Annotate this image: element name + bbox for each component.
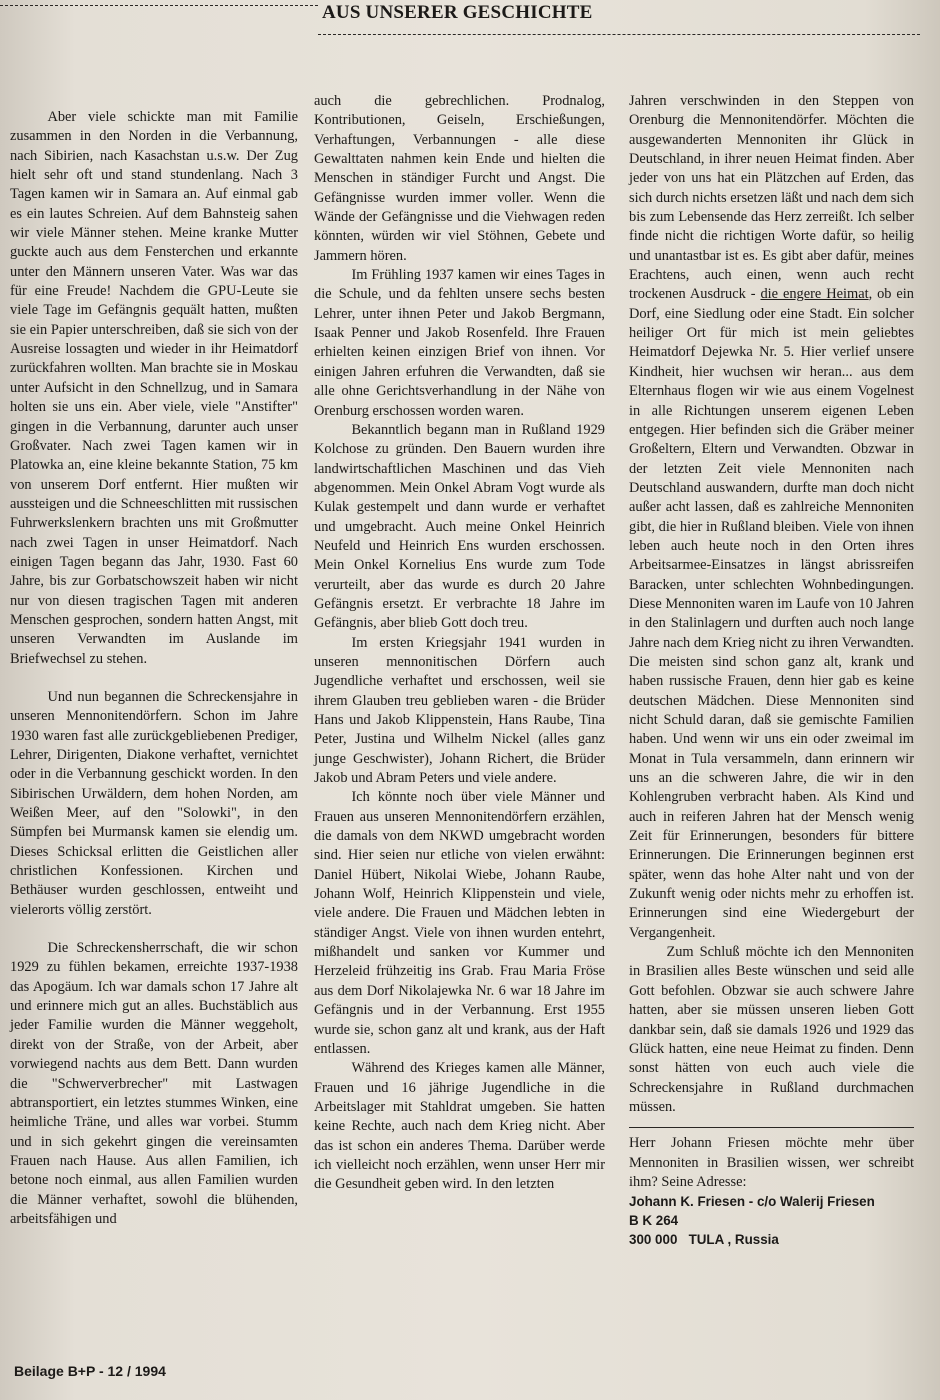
paragraph: Während des Krieges kamen alle Männer, Frauen und 16 jährige Jugendliche in die Arbeitslager mit Stahldrat umgeben. Sie hatten keine Rechte, auch nach dem Krieg nicht. Aber das ist schon ein anderes Thema. Darüber werde ich vielleicht noch erzählen, wenn unser Herr mir die Gesundheit geben wird. In den letzten [314, 1060, 605, 1193]
article-column-1 [10, 108, 298, 1229]
text-run: , ob ein Dorf, eine Siedlung oder eine Stadt. Ein solcher heiliger Ort für mich ist mein geliebtes Heimatdorf Dejewka Nr. 5. Hier verlief unsere Kindheit, hier wuchsen wir heran... aus dem Elternhaus flogen wir wie aus einem Vogelnest in alle Richtungen unserem eigenen Leben entgegen. Hier befinden sich die Gräber meiner Großeltern, Eltern und Verwandten. Obzwar in der letzten Zeit viele Mennoniten nach Deutschland auswandern, durfte man doch nicht außer acht lassen, daß es zahlreiche Mennoniten gibt, die hier in Rußland bleiben. Viele von ihnen leben auch heute noch in den Orten ihres Arbeitsarmee-Einsatzes in längst abrissreifen Baracken, unter schlechten Wohnbedingungen. Diese Mennoniten waren im Laufe von 10 Jahren in den Stalinlagern und durften auch noch lange Jahre nach dem Krieg nicht zu ihren Verwandten. Die meisten sind schon ganz alt, krank und haben russische Frauen, denn hier gab es keine deutschen Mädchen. Diese Mennoniten sind nicht Schuld daran, daß sie gemischte Familien haben. Und wenn wir uns ein oder zweimal im Monat in Tula versammeln, dann erinnern wir uns an die schweren Jahre, die wir in den Kohlengruben verbracht haben. Als Kind und auch in reiferen Jahren hat der Mensch wenig Zeit für Erinnerungen, besonders für bittere Erinnerungen. Die Erinnerungen beginnen erst später, wenn das hohe Alter naht und von der Zukunft wenig oder nichts mehr zu erhoffen ist. Erinnerungen sind eine Wiedergeburt der Vergangenheit. [629, 286, 914, 941]
address-line: Johann K. Friesen - c/o Walerij Friesen [629, 1194, 875, 1210]
header-rule-left [0, 5, 318, 6]
issue-footer: Beilage B+P - 12 / 1994 [14, 1363, 166, 1379]
paragraph: Zum Schluß möchte ich den Mennoniten in Brasilien alles Beste wünschen und seid alle Gott befohlen. Obzwar sie auch schwere Jahre hatten, aber sie müssen unseren lieben Gott dankbar sein, daß sie damals 1926 und 1929 das Glück hatten, eine neue Heimat zu finden. Denn sonst hätten von euch auch viele die Schreckensjahre in Rußland durchmachen müssen. [629, 944, 914, 1115]
underlined-phrase: die engere Heimat [760, 286, 869, 303]
article-column-2 [314, 92, 605, 1195]
paragraph: Im ersten Kriegsjahr 1941 wurden in unseren mennonitischen Dörfern auch Jugendliche verhaftet und erschossen, weil sie ihrem Glauben treu geblieben waren - die Brüder Hans und Jakob Klippenstein, Hans Raube, Tina Peter, Justina und Wilhelm Nickel (alles ganz junge Geschwister), Johann Richert, die Brüder Jakob und Abram Peters und viele andere. [314, 634, 605, 787]
notice-divider [629, 1127, 914, 1128]
paragraph: Aber viele schickte man mit Familie zusammen in den Norden in die Verbannung, nach Sibirien, nach Kasachstan u.s.w. Der Zug hielt sehr oft und stand stundenlang. Nach 3 Tagen kamen wir in Samara an. Auf einmal gab es ein lautes Schreien. Auf dem Bahnsteig sahen wir viele Männer stehen. Meine kranke Mutter guckte auch aus dem Fensterchen und erkannte unter den Männern unseren Vater. Was war das für eine Freude! Nachdem die GPU-Leute sie viele Tage im Gefängnis gequält hatten, mußten sie ein Papier unterschreiben, daß sie sich von der Ausreise lossagten und wieder in ihr Heimatdorf zurückfahren wollten. Man brachte sie in Moskau unter Aufsicht in den Schnellzug, und in Samara holten sie uns ein. Aber viele, viele "Anstifter" gingen in die Verbannung, darunter auch unser Großvater. Nach zwei Tagen kamen wir in Platowka an, eine kleine bekannte Station, 75 km von unserem Dorf entfernt. Hier mußten wir aussteigen und die Schneeschlitten mit russischen Fuhrwerkslenkern brachten uns mit Großmutter nach zwei Tagen in unser Heimatdorf. Nach einigen Tagen begann das Jahr, 1930. Fast 60 Jahre, bis zur Gorbatschowszeit haben wir nicht nur von diesen tragischen Tagen mit anderen Menschen gesprochen, sondern hatten Angst, mit unseren Verwandten im Auslande im Briefwechsel zu stehen. [10, 109, 298, 667]
paragraph: auch die gebrechlichen. Prodnalog, Kontributionen, Geiseln, Erschießungen, Verhaftungen, Verbannungen - alle diese Gewalttaten nahmen kein Ende und hielten die Menschen in ständiger Furcht und Angst. Die Gefängnisse wurden immer voller. Wenn die Wände der Gefängnisse und die Viehwagen reden könnten, würden wir viel Stöhnen, Gebete und Jammern hören. [314, 93, 605, 264]
text-run: Jahren verschwinden in den Steppen von Orenburg die Mennonitendörfer. Möchten die ausgewanderten Mennoniten ihr Glück in Deutschland, in ihrer neuen Heimat finden. Aber jeder von uns hat ein Plätzchen auf Erden, das sich durch nichts ersetzen läßt und nach dem sich bis zum Lebensende das Herz zerreißt. Ich selber finde nicht die richtigen Worte dafür, so heilig und unantastbar ist es. Es gibt aber dafür, meines Erachtens, auch einen, wenn auch recht trockenen Ausdruck - [629, 93, 914, 303]
section-title: AUS UNSERER GESCHICHTE [322, 2, 593, 23]
notice-text: Herr Johann Friesen möchte mehr über Mennoniten in Brasilien wissen, wer schreibt ihm? Seine Adresse: [629, 1135, 914, 1190]
paragraph: Im Frühling 1937 kamen wir eines Tages in die Schule, und da fehlten unsere sechs besten Lehrer, unter ihnen Peter und Jakob Bergmann, Isaak Penner und Jakob Rosenfeld. Ihre Frauen erhielten keinen einzigen Brief von ihnen. Vor einigen Jahren erfuhren die Verwandten, daß sie alle ohne Gerichtsverhandlung in der Nähe von Orenburg erschossen worden waren. [314, 267, 605, 419]
paragraph: Die Schreckensherrschaft, die wir schon 1929 zu fühlen bekamen, erreichte 1937-1938 das Apogäum. Ich war damals schon 17 Jahre alt und erinnere mich gut an alles. Buchstäblich aus jeder Familie wurden die Männer weggeholt, direkt von der Straße, von der Arbeit, aber vorwiegend nachts aus dem Bett. Dann wurden die "Schwerverbrecher" mit Lastwagen abtransportiert, ein letztes stummes Winken, eine heimliche Träne, und alles war vorbei. Stumm und in sich gekehrt gingen die vereinsamten Frauen nach Hause. Aus allen Familien, ich betone noch einmal, aus allen Familien wurden die Männer verhaftet, sowohl die blühenden, arbeitsfähigen und [10, 940, 298, 1227]
paragraph: Und nun begannen die Schreckensjahre in unseren Mennonitendörfern. Schon im Jahre 1930 waren fast alle zurückgebliebenen Prediger, Lehrer, Dirigenten, Diakone verhaftet, vernichtet oder in die Verbannung geschickt worden. In den Sibirischen Urwäldern, dem hohen Norden, am Weißen Meer, auf den "Solowki", in den Sümpfen bei Murmansk kamen sie elendig um. Dieses Schicksal erlitten die Geistlichen aller christlichen Konfessionen. Kirchen und Bethäuser wurden geschlossen, entweiht und vielerorts völlig zerstört. [10, 688, 298, 918]
article-column-3 [629, 92, 914, 1249]
paragraph [629, 92, 914, 943]
address-line: B K 264 [629, 1213, 679, 1229]
address-line: 300 000 TULA , Russia [629, 1232, 779, 1248]
header-rule-right [318, 34, 920, 35]
contact-notice [629, 1134, 914, 1249]
paragraph: Bekanntlich begann man in Rußland 1929 Kolchose zu gründen. Den Bauern wurden ihre landwirtschaftlichen Maschinen und das Vieh abgenommen. Mein Onkel Abram Vogt wurde als Kulak gestempelt und dann wurde er verhaftet und umgebracht. Auch meine Onkel Heinrich Neufeld und Heinrich Ens wurden erschossen. Mein Onkel Kornelius Ens wurde zum Tode verurteilt, aber das wurde es durch 20 Jahre Gefängnis ersetzt. Er verbrachte 18 Jahre im Gefängnis, aber blieb Gott doch treu. [314, 421, 605, 632]
paragraph: Ich könnte noch über viele Männer und Frauen aus unseren Mennonitendörfern erzählen, die damals von dem NKWD umgebracht worden sind. Hier seien nur etliche von vielen erwähnt: Daniel Hübert, Nikolai Wiebe, Johann Raube, Johann Wolf, Heinrich Klippenstein und viele, viele andere. Die Frauen und Mädchen lebten in ständiger Angst. Viele von ihnen wurden entehrt, mißhandelt und sanken vor Kummer und Herzeleid frühzeitig ins Grab. Frau Maria Fröse aus dem Dorf Nikolajewka Nr. 6 war 18 Jahre im Gefängnis und in der Verbannung. Erst 1955 wurde sie, schon ganz alt und krank, aus der Haft entlassen. [314, 789, 605, 1057]
